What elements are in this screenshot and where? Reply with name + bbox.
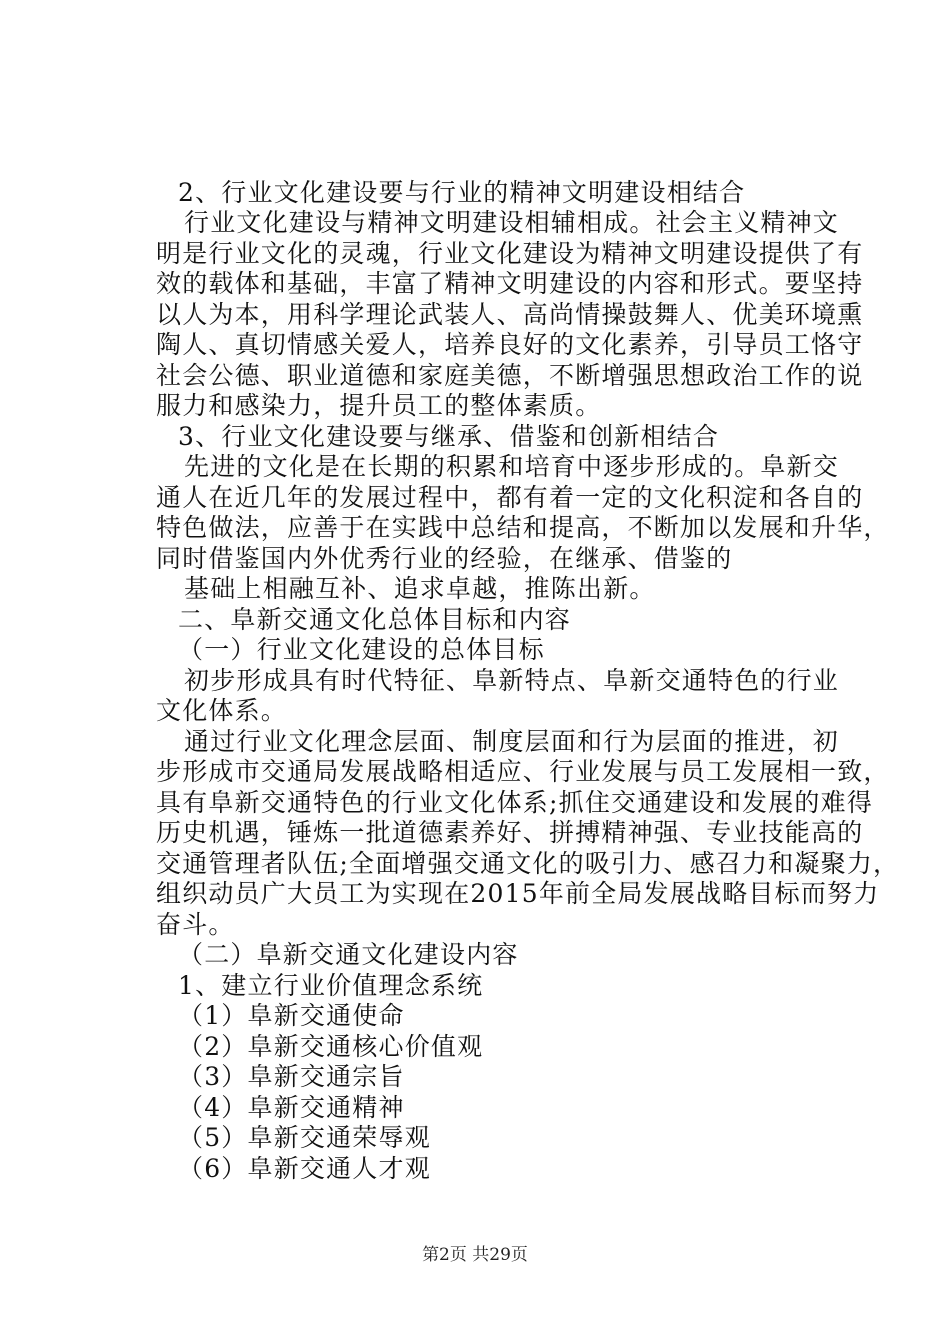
paragraph-line: 通过行业文化理念层面、制度层面和行为层面的推进，初	[184, 727, 840, 756]
paragraph-line: 特色做法，应善于在实践中总结和提高，不断加以发展和升华，	[156, 513, 890, 542]
paragraph-line: 同时借鉴国内外优秀行业的经验，在继承、借鉴的	[156, 544, 733, 573]
subsection-heading: （一）行业文化建设的总体目标	[178, 635, 545, 664]
section-heading: 二、阜新交通文化总体目标和内容	[178, 605, 572, 634]
paragraph-line: 陶人、真切情感关爱人，培养良好的文化素养，引导员工恪守	[156, 330, 864, 359]
paragraph-line: 奋斗。	[156, 910, 235, 939]
list-heading: 1、建立行业价值理念系统	[178, 971, 484, 1000]
list-item: （5）阜新交通荣辱观	[178, 1123, 431, 1152]
paragraph-line: 具有阜新交通特色的行业文化体系;抓住交通建设和发展的难得	[156, 788, 874, 817]
paragraph-line: 步形成市交通局发展战略相适应、行业发展与员工发展相一致，	[156, 757, 890, 786]
paragraph-line: 先进的文化是在长期的积累和培育中逐步形成的。阜新交	[184, 452, 840, 481]
paragraph-line: 文化体系。	[156, 696, 288, 725]
list-item: （6）阜新交通人才观	[178, 1154, 431, 1183]
list-item: （1）阜新交通使命	[178, 1001, 405, 1030]
paragraph-line: 交通管理者队伍;全面增强交通文化的吸引力、感召力和凝聚力，	[156, 849, 900, 878]
paragraph-line: 社会公德、职业道德和家庭美德，不断增强思想政治工作的说	[156, 361, 864, 390]
list-item: （3）阜新交通宗旨	[178, 1062, 405, 1091]
list-item: （2）阜新交通核心价值观	[178, 1032, 484, 1061]
paragraph-line: 以人为本，用科学理论武装人、高尚情操鼓舞人、优美环境熏	[156, 300, 864, 329]
page-number-footer: 第2页 共29页	[422, 1245, 528, 1265]
paragraph-line: 行业文化建设与精神文明建设相辅相成。社会主义精神文	[184, 208, 840, 237]
paragraph-line: 初步形成具有时代特征、阜新特点、阜新交通特色的行业	[184, 666, 840, 695]
section-heading: 3、行业文化建设要与继承、借鉴和创新相结合	[178, 422, 720, 451]
section-heading: 2、行业文化建设要与行业的精神文明建设相结合	[178, 178, 746, 207]
subsection-heading: （二）阜新交通文化建设内容	[178, 940, 519, 969]
paragraph-line: 基础上相融互补、追求卓越，推陈出新。	[184, 574, 656, 603]
paragraph-line: 通人在近几年的发展过程中，都有着一定的文化积淀和各自的	[156, 483, 864, 512]
paragraph-line: 效的载体和基础，丰富了精神文明建设的内容和形式。要坚持	[156, 269, 864, 298]
list-item: （4）阜新交通精神	[178, 1093, 405, 1122]
paragraph-line: 服力和感染力，提升员工的整体素质。	[156, 391, 602, 420]
paragraph-line: 组织动员广大员工为实现在2015年前全局发展战略目标而努力	[156, 879, 880, 908]
paragraph-line: 明是行业文化的灵魂，行业文化建设为精神文明建设提供了有	[156, 239, 864, 268]
paragraph-line: 历史机遇，锤炼一批道德素养好、拼搏精神强、专业技能高的	[156, 818, 864, 847]
